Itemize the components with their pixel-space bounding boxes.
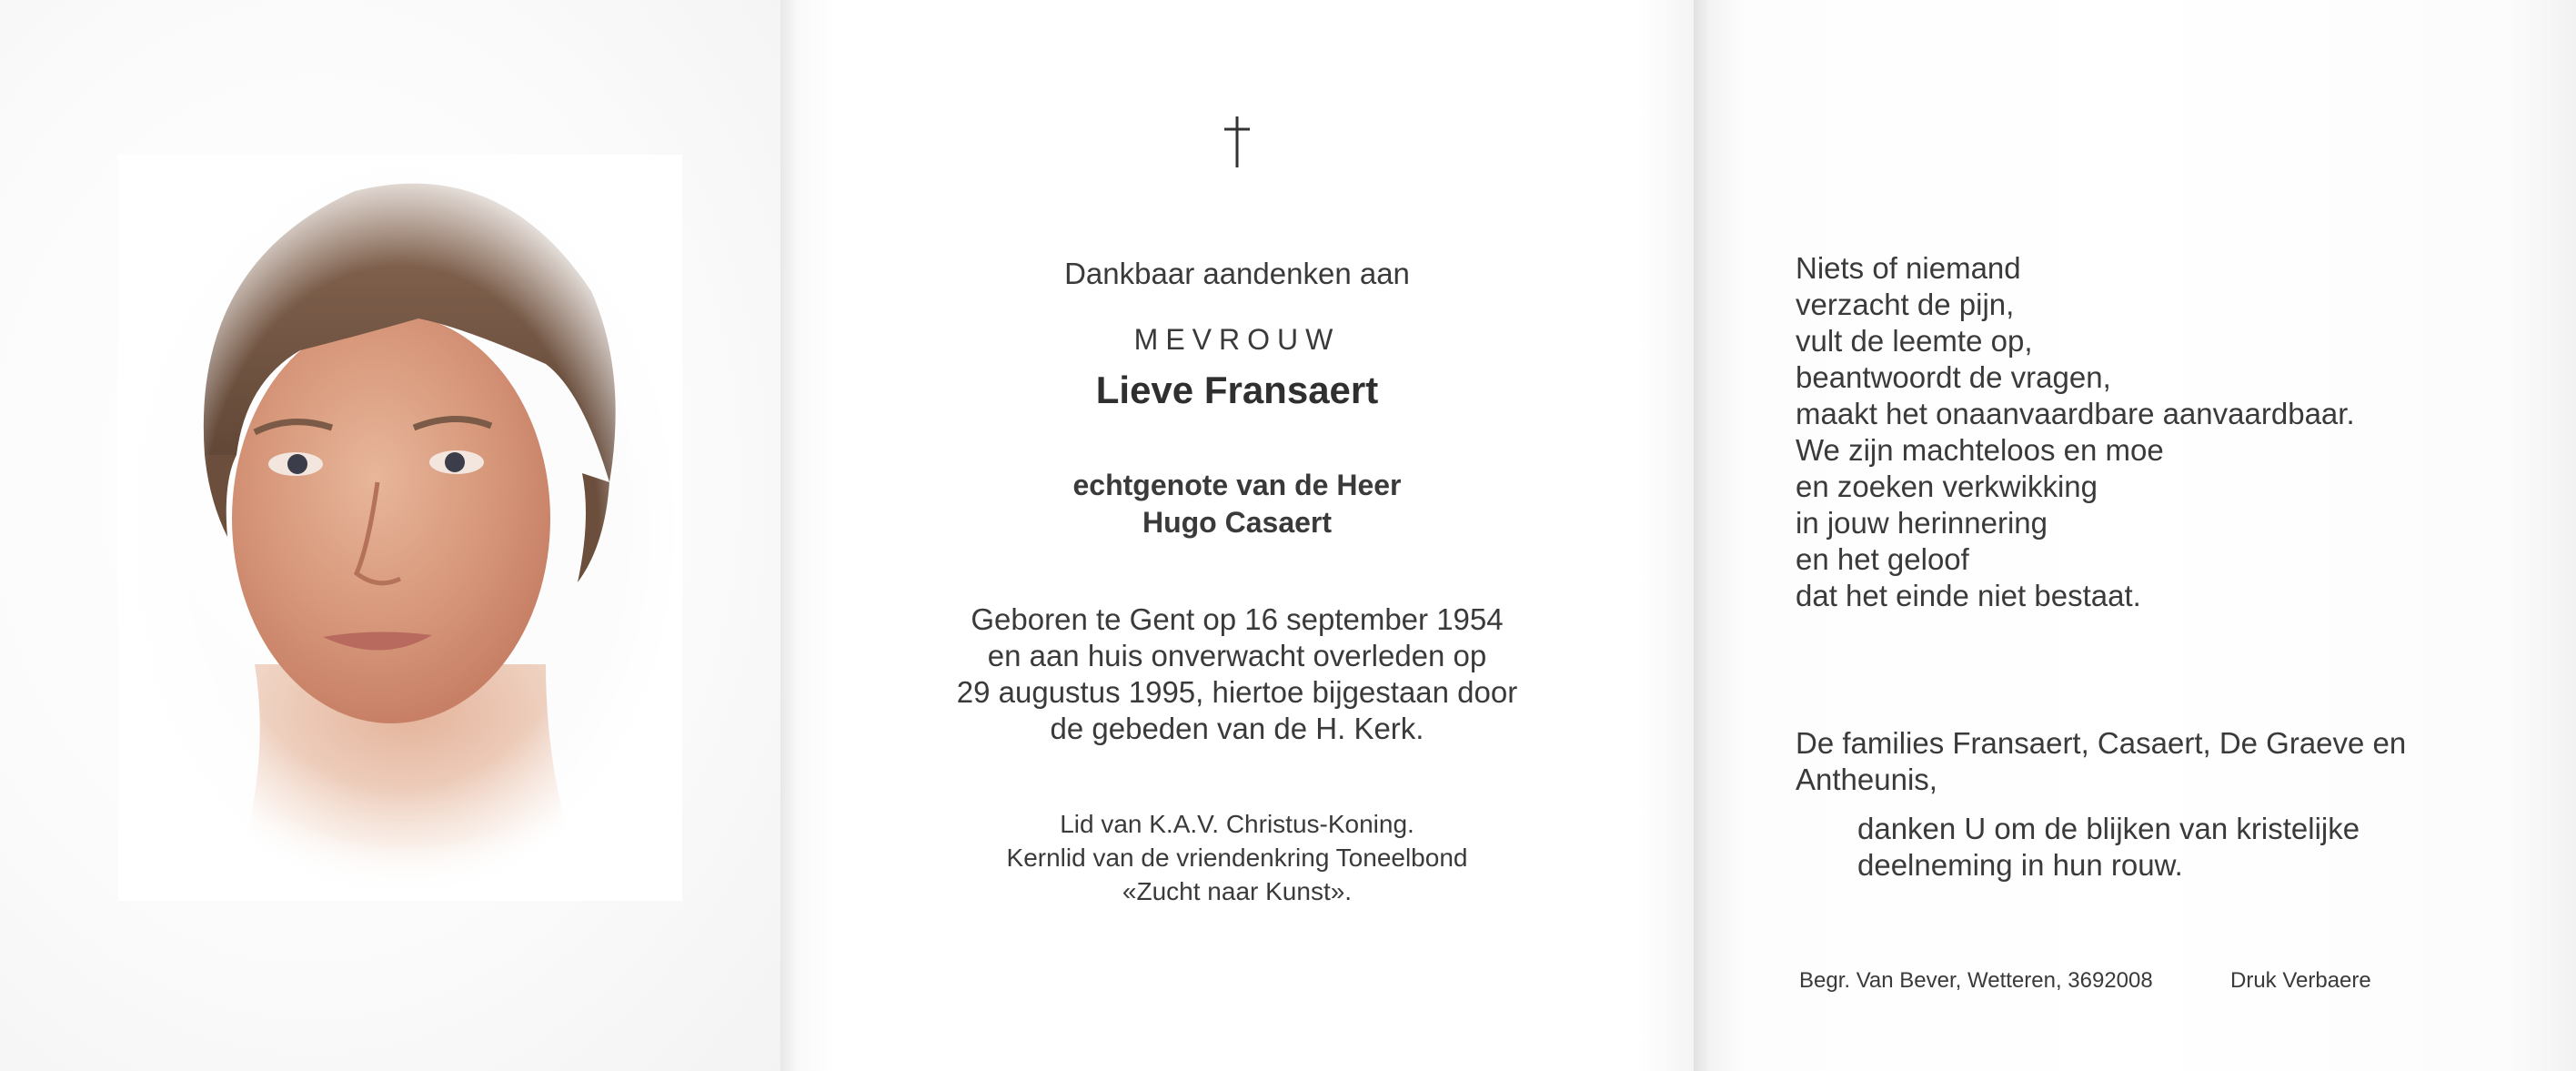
poem-line: en het geloof — [1796, 542, 1969, 576]
poem-line: dat het einde niet bestaat. — [1796, 579, 2141, 612]
fold-shadow — [1694, 0, 1710, 1071]
poem-panel — [1694, 0, 2576, 1071]
poem-line: maakt het onaanvaardbare aanvaardbaar. — [1796, 397, 2355, 430]
portrait-panel — [0, 0, 780, 1071]
honorific: MEVROUW — [1133, 323, 1341, 356]
poem-line: beantwoordt de vragen, — [1796, 360, 2111, 394]
thanks-line: De families Fransaert, Casaert, De Graeve en — [1796, 726, 2407, 760]
bio-line: 29 augustus 1995, hiertoe bijgestaan door — [956, 675, 1518, 709]
intro-text: Dankbaar aandenken aan — [1064, 257, 1410, 290]
portrait-photo — [118, 155, 682, 901]
cross-icon — [1219, 115, 1255, 169]
poem-line: verzacht de pijn, — [1796, 288, 2015, 321]
membership-line: Lid van K.A.V. Christus-Koning. — [1060, 810, 1414, 838]
deceased-name: Lieve Fransaert — [1095, 369, 1379, 411]
bio-line: Geboren te Gent op 16 september 1954 — [971, 602, 1504, 636]
poem-line: We zijn machteloos en moe — [1796, 433, 2164, 467]
memorial-text-panel — [780, 0, 1694, 1071]
membership-line: «Zucht naar Kunst». — [1122, 877, 1353, 905]
spouse-line: echtgenote van de Heer — [1072, 469, 1402, 501]
poem-line: in jouw herinnering — [1796, 506, 2048, 540]
thanks-line: danken U om de blijken van kristelijke — [1857, 812, 2360, 845]
poem-line: Niets of niemand — [1796, 251, 2021, 285]
poem-line: en zoeken verkwikking — [1796, 470, 2098, 503]
bio-line: de gebeden van de H. Kerk. — [1050, 712, 1424, 745]
bio-line: en aan huis onverwacht overleden op — [987, 639, 1487, 672]
spouse-name: Hugo Casaert — [1142, 506, 1333, 539]
printer-credit: Druk Verbaere — [2230, 968, 2371, 993]
poem-line: vult de leemte op, — [1796, 324, 2033, 358]
thanks-line: deelneming in hun rouw. — [1857, 848, 2183, 882]
thanks-line: Antheunis, — [1796, 763, 1937, 796]
funeral-home-credit: Begr. Van Bever, Wetteren, 3692008 — [1799, 968, 2153, 993]
membership-line: Kernlid van de vriendenkring Toneelbond — [1006, 844, 1468, 872]
